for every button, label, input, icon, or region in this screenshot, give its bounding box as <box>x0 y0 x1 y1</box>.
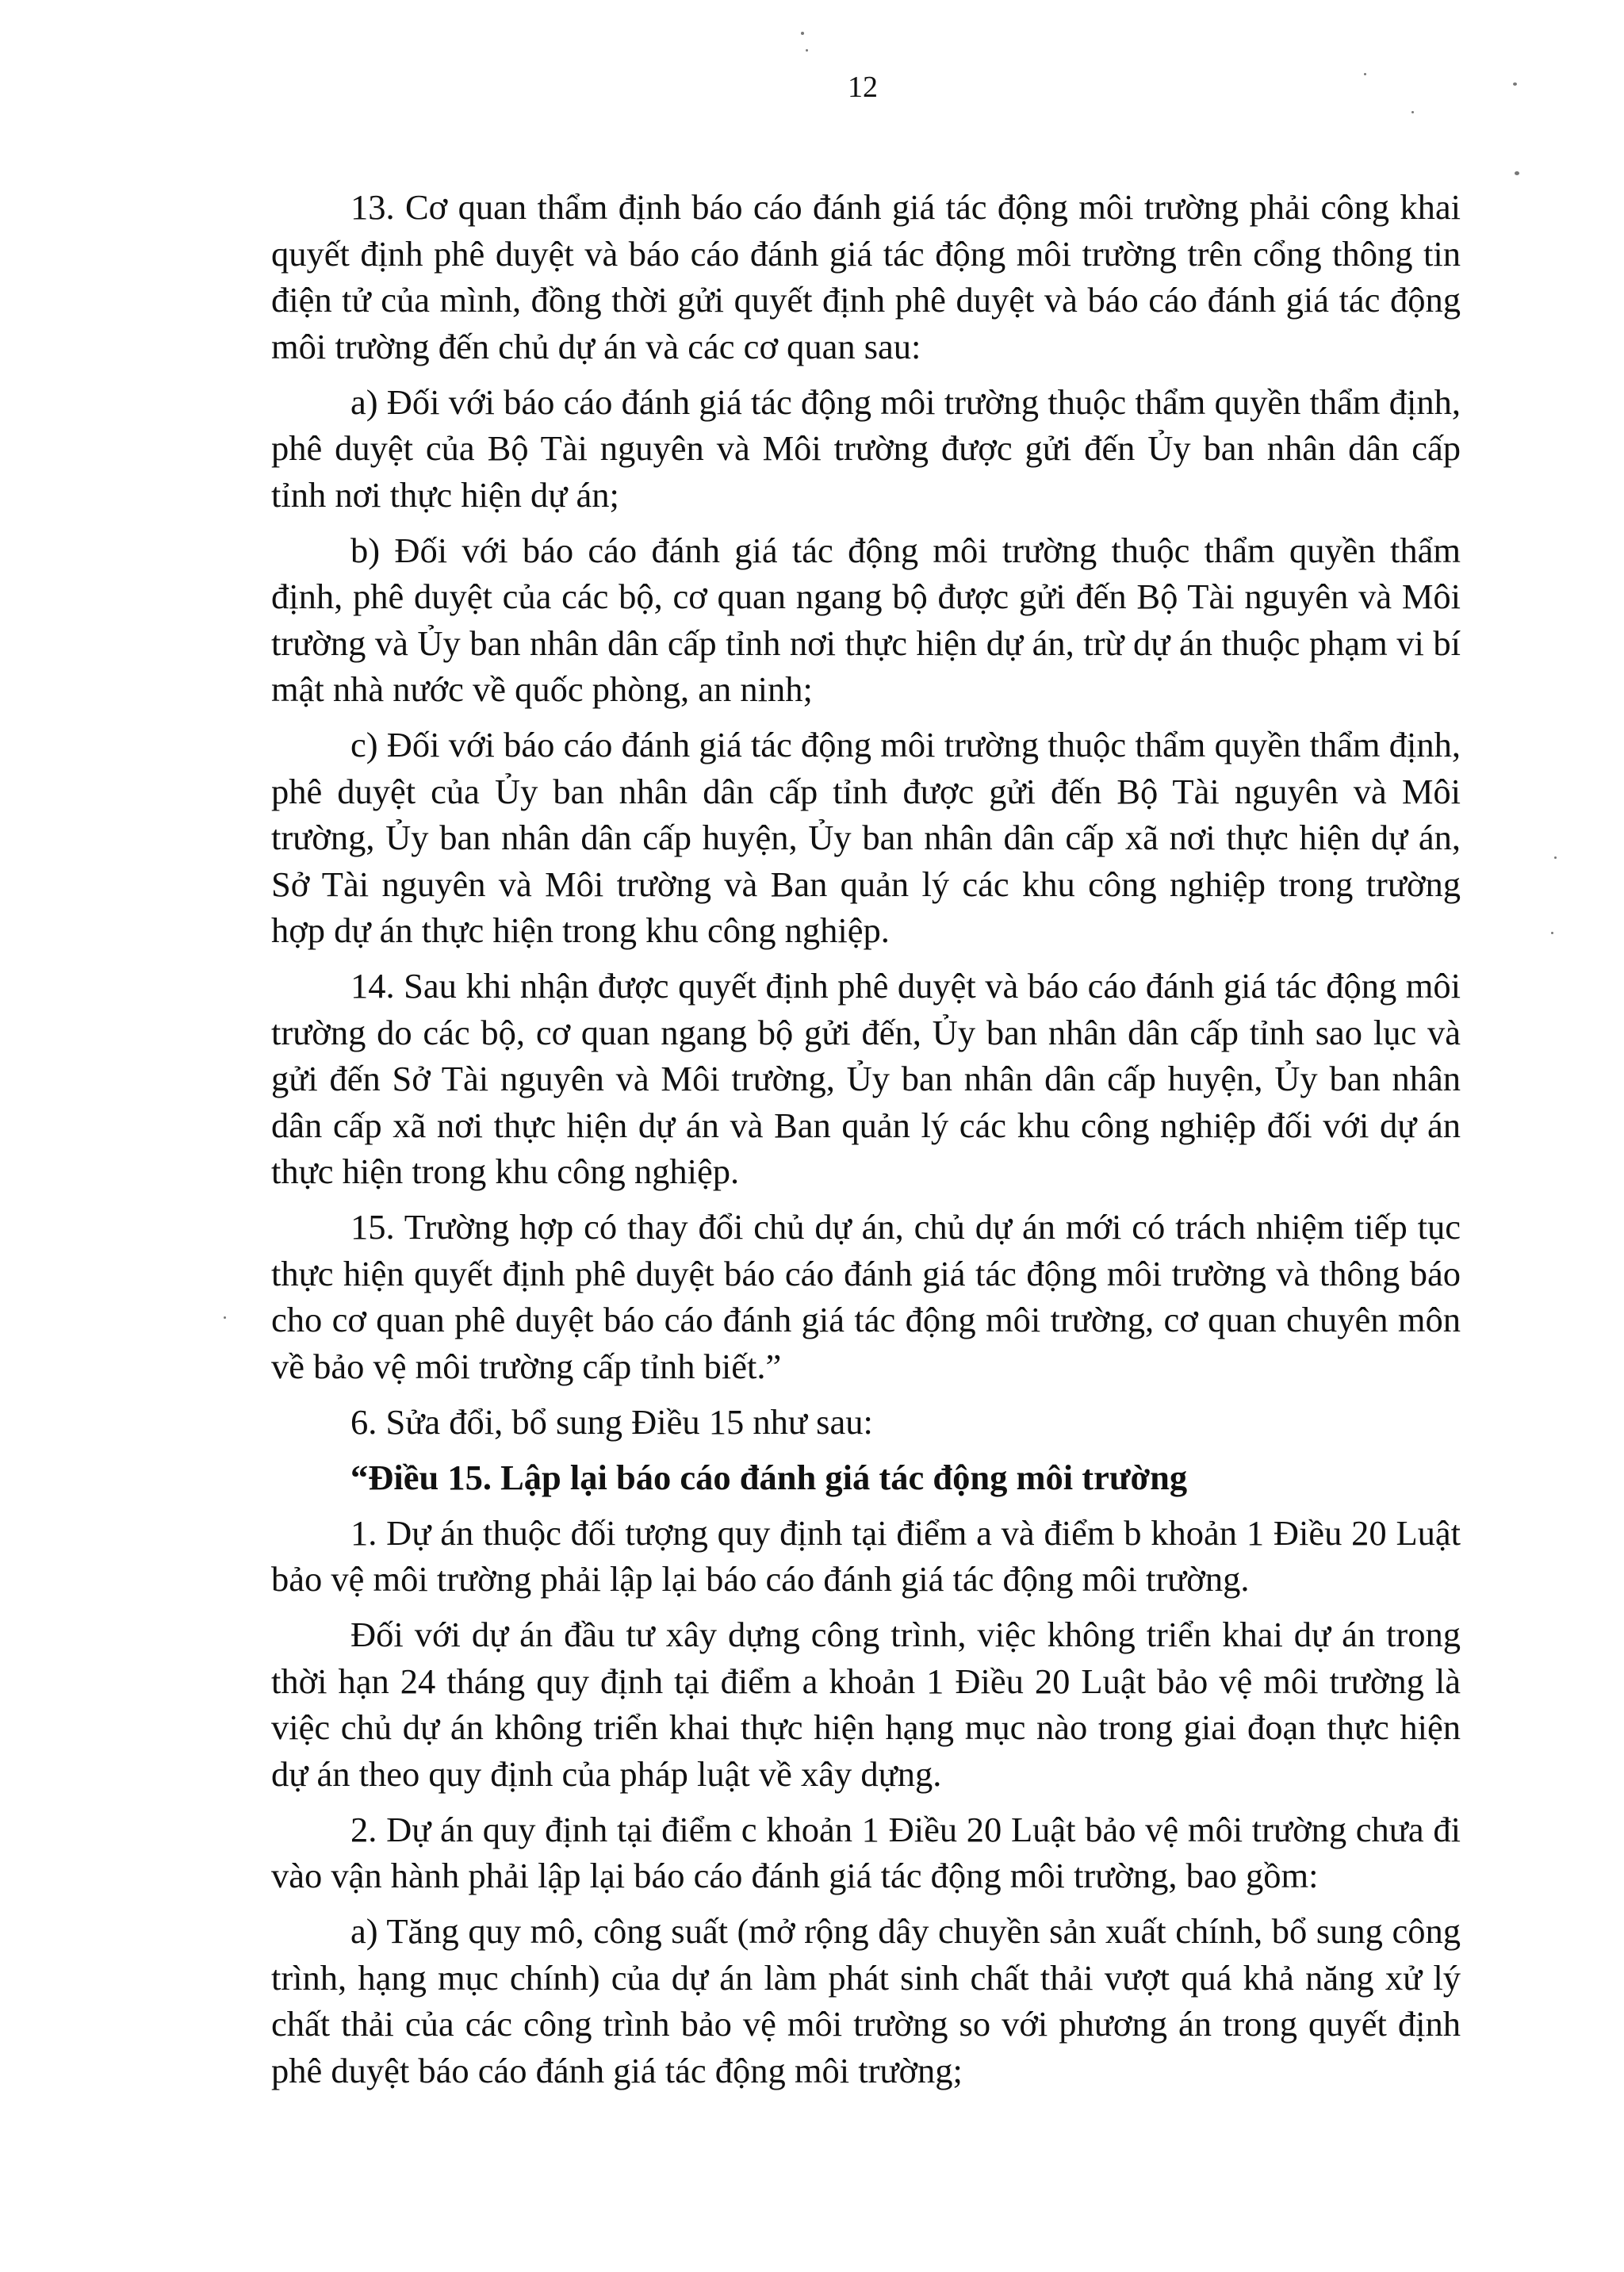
document-body <box>271 184 1461 2103</box>
scan-speck <box>1364 73 1366 75</box>
paragraph-article-15-clause-2: 2. Dự án quy định tại điểm c khoản 1 Điều 20 Luật bảo vệ môi trường chưa đi vào vận hành phải lập lại báo cáo đánh giá tác động môi trường, bao gồm: <box>271 1809 1461 1895</box>
paragraph-clause-13: 13. Cơ quan thẩm định báo cáo đánh giá tác động môi trường phải công khai quyết định phê duyệt và báo cáo đánh giá tác động môi trường trên cổng thông tin điện tử của mình, đồng thời gửi quyết định phê duyệt và báo cáo đánh giá tác động môi trường đến chủ dự án và các cơ quan sau: <box>271 187 1461 366</box>
paragraph-clause-13a: a) Đối với báo cáo đánh giá tác động môi trường thuộc thẩm quyền thẩm định, phê duyệt của Bộ Tài nguyên và Môi trường được gửi đến Ủy ban nhân dân cấp tỉnh nơi thực hiện dự án; <box>271 381 1461 515</box>
paragraph-article-15-clause-2a: a) Tăng quy mô, công suất (mở rộng dây chuyền sản xuất chính, bổ sung công trình, hạng mục chính) của dự án làm phát sinh chất thải vượt quá khả năng xử lý chất thải của các công trình bảo vệ môi trường so với phương án trong quyết định phê duyệt báo cáo đánh giá tác động môi trường; <box>271 1911 1461 2090</box>
scan-speck <box>1513 82 1517 86</box>
paragraph-article-15-clause-1: 1. Dự án thuộc đối tượng quy định tại điểm a và điểm b khoản 1 Điều 20 Luật bảo vệ môi trường phải lập lại báo cáo đánh giá tác động môi trường. <box>271 1512 1461 1599</box>
paragraph-clause-13b: b) Đối với báo cáo đánh giá tác động môi trường thuộc thẩm quyền thẩm định, phê duyệt của các bộ, cơ quan ngang bộ được gửi đến Bộ Tài nguyên và Môi trường và Ủy ban nhân dân cấp tỉnh nơi thực hiện dự án, trừ dự án thuộc phạm vi bí mật nhà nước về quốc phòng, an ninh; <box>271 530 1461 709</box>
scan-speck <box>1515 171 1519 175</box>
scan-speck <box>1554 856 1557 859</box>
scan-speck <box>1411 111 1414 113</box>
scan-speck <box>224 1316 226 1319</box>
paragraph-amendment-6: 6. Sửa đổi, bổ sung Điều 15 như sau: <box>350 1401 873 1442</box>
scan-speck <box>806 49 808 52</box>
paragraph-article-15-clause-1-note: Đối với dự án đầu tư xây dựng công trình, việc không triển khai dự án trong thời hạn 24 tháng quy định tại điểm a khoản 1 Điều 20 Luật bảo vệ môi trường là việc chủ dự án không triển khai thực hiện hạng mục nào trong giai đoạn thực hiện dự án theo quy định của pháp luật về xây dựng. <box>271 1615 1461 1794</box>
article-15-heading: “Điều 15. Lập lại báo cáo đánh giá tác động môi trường <box>350 1457 1188 1497</box>
scan-speck <box>801 32 804 35</box>
scan-speck <box>1551 932 1553 934</box>
page-number: 12 <box>848 71 878 104</box>
paragraph-clause-13c: c) Đối với báo cáo đánh giá tác động môi trường thuộc thẩm quyền thẩm định, phê duyệt của Ủy ban nhân dân cấp tỉnh được gửi đến Bộ Tài nguyên và Môi trường, Ủy ban nhân dân cấp huyện, Ủy ban nhân dân cấp xã nơi thực hiện dự án, Sở Tài nguyên và Môi trường và Ban quản lý các khu công nghiệp trong trường hợp dự án thực hiện trong khu công nghiệp. <box>271 725 1461 950</box>
paragraph-clause-15: 15. Trường hợp có thay đổi chủ dự án, chủ dự án mới có trách nhiệm tiếp tục thực hiện quyết định phê duyệt báo cáo đánh giá tác động môi trường và thông báo cho cơ quan phê duyệt báo cáo đánh giá tác động môi trường, cơ quan chuyên môn về bảo vệ môi trường cấp tỉnh biết.” <box>271 1207 1461 1386</box>
paragraph-clause-14: 14. Sau khi nhận được quyết định phê duyệt và báo cáo đánh giá tác động môi trường do các bộ, cơ quan ngang bộ gửi đến, Ủy ban nhân dân cấp tỉnh sao lục và gửi đến Sở Tài nguyên và Môi trường, Ủy ban nhân dân cấp huyện, Ủy ban nhân dân cấp xã nơi thực hiện dự án và Ban quản lý các khu công nghiệp đối với dự án thực hiện trong khu công nghiệp. <box>271 966 1461 1191</box>
